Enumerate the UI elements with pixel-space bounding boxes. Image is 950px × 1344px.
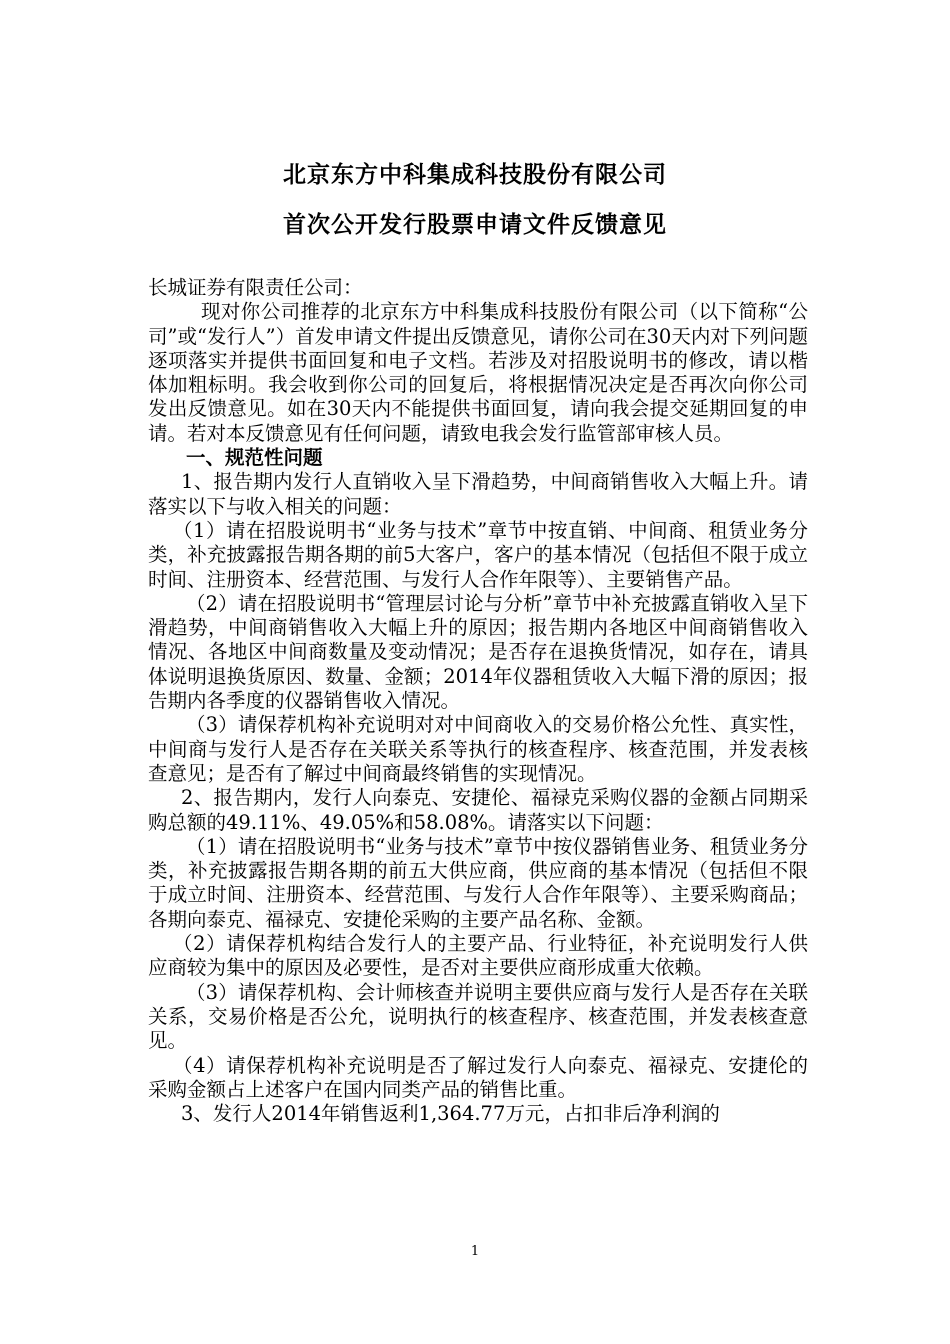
question-1-part-2: （2）请在招股说明书“管理层讨论与分析”章节中补充披露直销收入呈下滑趋势，中间商销售收入大幅上升的原因；报告期内各地区中间商销售收入情况、各地区中间商数量及变动情况；是否存在退换货情况，如存在，请具体说明退换货原因、数量、金额；2014年仪器租赁收入大幅下滑的原因；报告期内各季度的仪器销售收入情况。 — [148, 591, 808, 713]
page-number: 1 — [470, 1244, 480, 1259]
addressee: 长城证券有限责任公司： — [148, 276, 363, 299]
section-heading-normative: 一、规范性问题 — [186, 446, 323, 470]
document-body — [148, 276, 808, 1126]
question-1-part-3: （3）请保荐机构补充说明对对中间商收入的交易价格公允性、真实性，中间商与发行人是否存在关联关系等执行的核查程序、核查范围，并发表核查意见；是否有了解过中间商最终销售的实现情况。 — [148, 713, 808, 785]
question-2-part-1: （1）请在招股说明书“业务与技术”章节中按仪器销售业务、租赁业务分类，补充披露报告期各期的前五大供应商，供应商的基本情况（包括但不限于成立时间、注册资本、经营范围、与发行人合作年限等）、主要采购商品；各期向泰克、福禄克、安捷伦采购的主要产品名称、金额。 — [148, 834, 808, 931]
question-2-part-2: （2）请保荐机构结合发行人的主要产品、行业特征，补充说明发行人供应商较为集中的原因及必要性，是否对主要供应商形成重大依赖。 — [148, 932, 808, 980]
question-1-part-1: （1）请在招股说明书“业务与技术”章节中按直销、中间商、租赁业务分类，补充披露报告期各期的前5大客户，客户的基本情况（包括但不限于成立时间、注册资本、经营范围、与发行人合作年限等）、主要销售产品。 — [148, 518, 808, 591]
document-title-subject: 首次公开发行股票申请文件反馈意见 — [283, 212, 667, 238]
question-2-part-3: （3）请保荐机构、会计师核查并说明主要供应商与发行人是否存在关联关系，交易价格是否公允，说明执行的核查程序、核查范围，并发表核查意见。 — [148, 980, 808, 1053]
question-1: 1、报告期内发行人直销收入呈下滑趋势，中间商销售收入大幅上升。请落实以下与收入相关的问题： — [148, 470, 808, 518]
question-2-part-4: （4）请保荐机构补充说明是否了解过发行人向泰克、福禄克、安捷伦的采购金额占上述客户在国内同类产品的销售比重。 — [148, 1053, 808, 1101]
question-2: 2、报告期内，发行人向泰克、安捷伦、福禄克采购仪器的金额占同期采购总额的49.11%、49.05%和58.08%。请落实以下问题： — [148, 786, 808, 834]
intro-paragraph: 现对你公司推荐的北京东方中科集成科技股份有限公司（以下简称“公司”或“发行人”）首发申请文件提出反馈意见，请你公司在30天内对下列问题逐项落实并提供书面回复和电子文档。若涉及对招股说明书的修改，请以楷体加粗标明。我会收到你公司的回复后，将根据情况决定是否再次向你公司发出反馈意见。如在30天内不能提供书面回复，请向我会提交延期回复的申请。若对本反馈意见有任何问题，请致电我会发行监管部审核人员。 — [148, 300, 808, 445]
document-title-company: 北京东方中科集成科技股份有限公司 — [283, 162, 667, 188]
question-3: 3、发行人2014年销售返利1,364.77万元，占扣非后净利润的 — [181, 1102, 720, 1126]
